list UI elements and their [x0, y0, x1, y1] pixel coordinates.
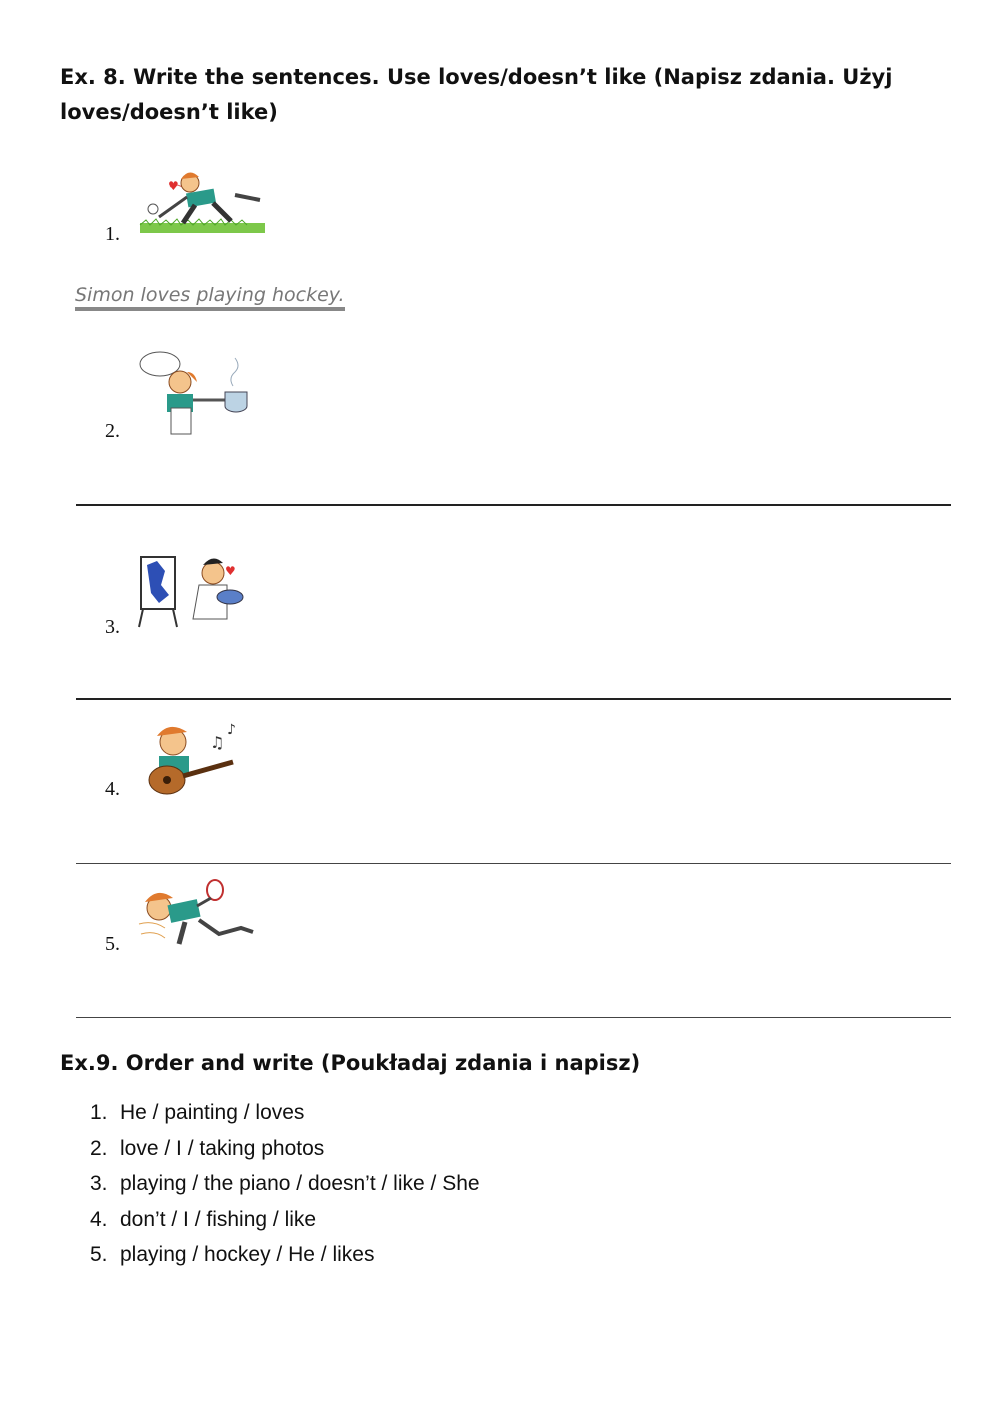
answer-line-4[interactable] — [76, 863, 951, 864]
list-item: 3. playing / the piano / doesn’t / like / She — [90, 1172, 480, 1195]
painting-boy-illustration — [135, 553, 250, 631]
exercise-9-title: Ex.9. Order and write (Poukładaj zdania i napisz) — [60, 1051, 641, 1075]
item-1-number: 1. — [105, 223, 120, 245]
list-item: 2. love / I / taking photos — [90, 1136, 325, 1160]
item-2-number: 2. — [105, 420, 120, 442]
list-item: 5. playing / hockey / He / likes — [90, 1243, 375, 1266]
answer-line-5[interactable] — [76, 1017, 951, 1018]
list-item: 4. don’t / I / fishing / like — [90, 1207, 317, 1231]
svg-text:♫: ♫ — [210, 733, 225, 752]
item-3-number: 3. — [105, 616, 120, 638]
cooking-boy-illustration — [135, 350, 255, 438]
hockey-boy-illustration — [135, 165, 270, 240]
svg-text:♪: ♪ — [227, 722, 236, 738]
badminton-boy-illustration — [135, 876, 260, 954]
svg-text:♥: ♥ — [225, 564, 236, 578]
example-answer: Simon loves playing hockey. — [75, 284, 345, 311]
ex9-list — [90, 1095, 480, 1273]
guitar-boy-illustration — [135, 720, 250, 802]
svg-text:♥: ♥ — [168, 179, 179, 193]
item-5-number: 5. — [105, 933, 120, 955]
item-4-number: 4. — [105, 778, 120, 800]
answer-line-2[interactable] — [76, 504, 951, 506]
exercise-8-title: Ex. 8. Write the sentences. Use loves/doesn’t like (Napisz zdania. Użyj loves/doesn’t like) — [60, 65, 893, 124]
list-item: 1. He / painting / loves — [90, 1101, 305, 1124]
answer-line-3[interactable] — [76, 698, 951, 700]
